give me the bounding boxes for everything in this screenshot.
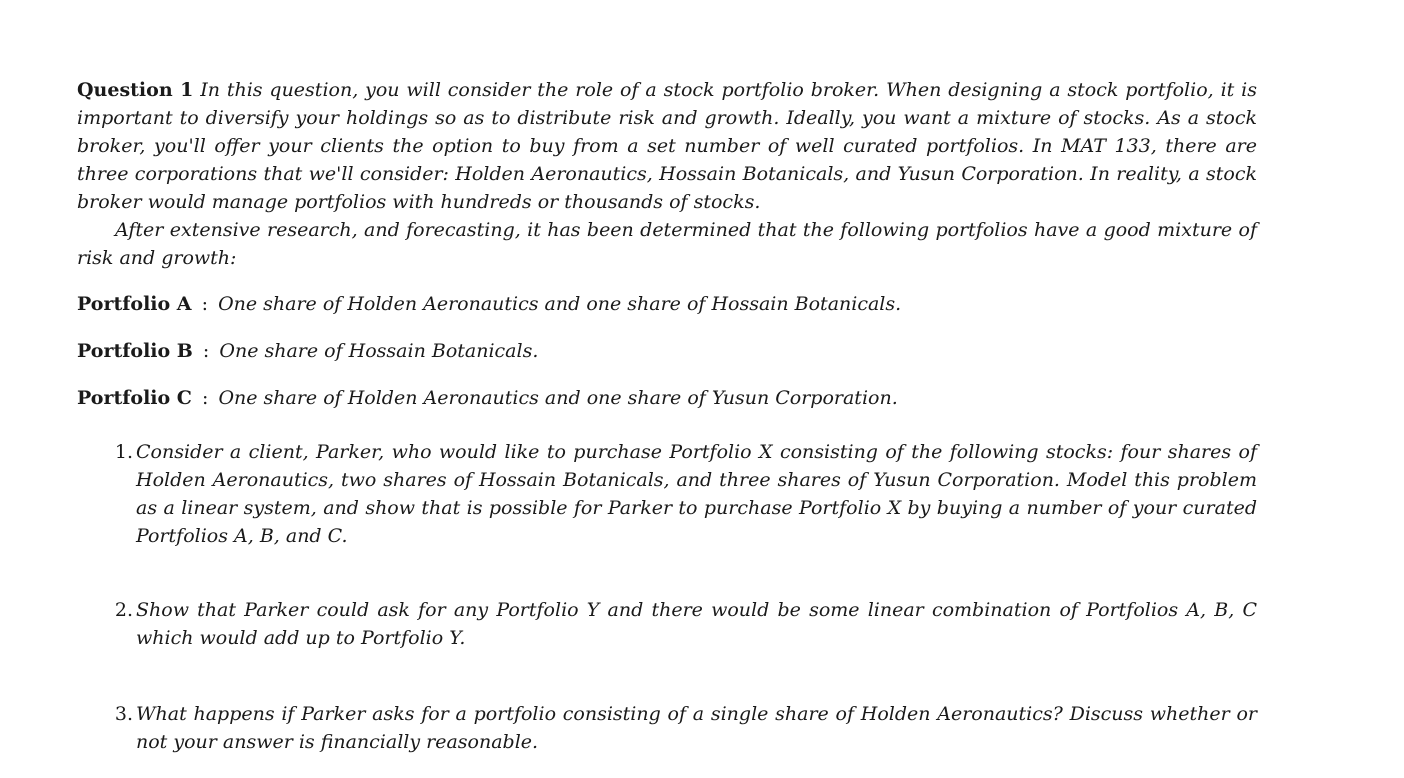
portfolio-a-colon: : <box>201 293 209 315</box>
question-intro-paragraph <box>77 76 1257 216</box>
research-paragraph <box>77 216 1257 272</box>
portfolio-b <box>77 337 1257 365</box>
item-2-text: Show that Parker could ask for any Portfolio Y and there would be some linear combination of Portfolios A, B, C which would add up to Portfolio Y. <box>136 599 1257 649</box>
portfolio-b-description: One share of Hossain Botanicals. <box>219 340 539 362</box>
portfolio-list <box>77 290 1257 412</box>
item-3-text: What happens if Parker asks for a portfolio consisting of a single share of Holden Aeronautics? Discuss whether or not your answer is financially reasonable. <box>136 703 1257 753</box>
portfolio-a <box>77 290 1257 318</box>
portfolio-a-description: One share of Holden Aeronautics and one share of Hossain Botanicals. <box>218 293 902 315</box>
portfolio-c <box>77 384 1257 412</box>
item-2-number: 2. <box>114 599 133 621</box>
portfolio-b-colon: : <box>202 340 210 362</box>
research-text: After extensive research, and forecasting, it has been determined that the following portfolios have a good mixture of risk and growth: <box>77 219 1257 269</box>
item-1-text: Consider a client, Parker, who would like to purchase Portfolio X consisting of the following stocks: four shares of Holden Aeronautics, two shares of Hossain Botanicals, and three shares of Yusun Corporation. Model this problem as a linear system, and show that is possible for Parker to purchase Portfolio X by buying a number of your curated Portfolios A, B, and C. <box>136 441 1257 547</box>
portfolio-a-name: Portfolio A <box>77 293 192 315</box>
portfolio-b-name: Portfolio B <box>77 340 193 362</box>
portfolio-c-description: One share of Holden Aeronautics and one share of Yusun Corporation. <box>218 387 898 409</box>
item-3-number: 3. <box>114 703 133 725</box>
portfolio-c-colon: : <box>201 387 209 409</box>
portfolio-c-name: Portfolio C <box>77 387 192 409</box>
document-page <box>77 76 1257 753</box>
item-1-number: 1. <box>114 441 133 463</box>
question-intro-text: In this question, you will consider the role of a stock portfolio broker. When designing a stock portfolio, it is important to diversify your holdings so as to distribute risk and growth. Ideally, you want a mixture of stocks. As a stock broker, you'll offer your clients the option to buy from a set number of well curated portfolios. In MAT 133, there are three corporations that we'll consider: Holden Aeronautics, Hossain Botanicals, and Yusun Corporation. In reality, a stock broker would manage portfolios with hundreds or thousands of stocks. <box>77 79 1257 213</box>
question-label: Question 1 <box>77 79 194 101</box>
